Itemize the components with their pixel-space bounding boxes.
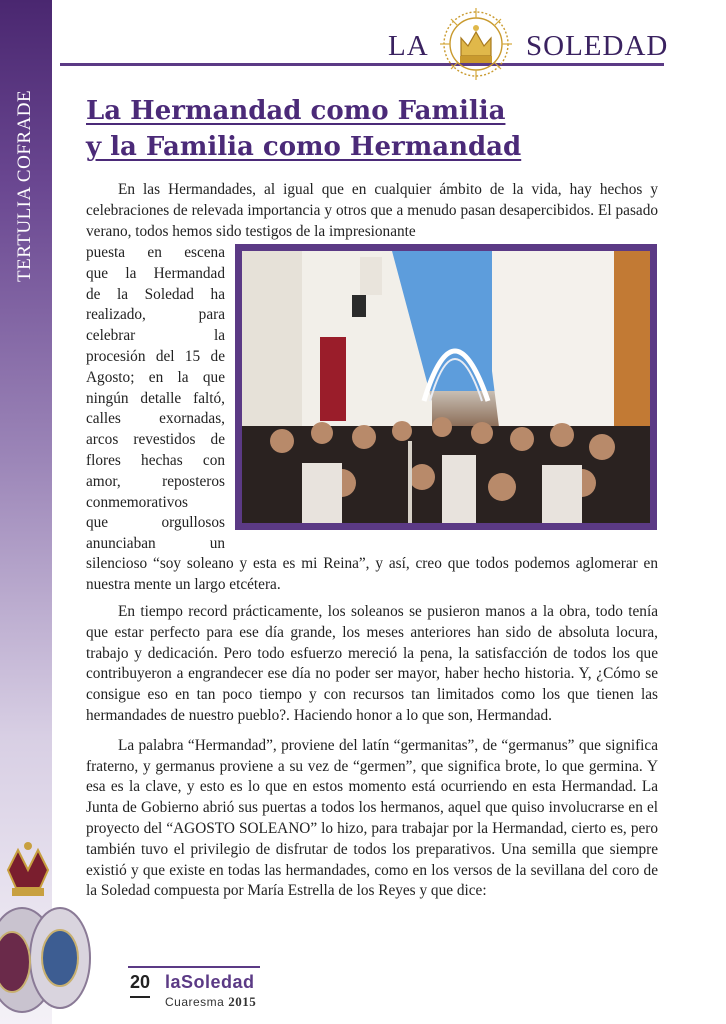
section-label: TERTULIA COFRADE [14,89,35,282]
paragraph-1-intro [86,180,658,242]
wrapped-line: flores hechas con [86,451,225,469]
page-number: 20 [130,972,151,992]
wrapped-line: ningún detalle faltó, [86,389,225,407]
wrapped-line: Agosto; en la que [86,368,225,386]
footer-year: 2015 [228,994,257,1009]
wrapped-line: anunciaban un [86,535,225,553]
wrapped-line: realizado, para [86,306,225,324]
brotherhood-emblem-icon [0,830,100,1020]
paragraph-1-continuation [86,554,658,596]
title-line-1: La Hermandad como Familia [86,96,506,126]
procession-photo [242,251,650,523]
wrapped-line: arcos revestidos de [86,431,225,449]
paragraphs-lower [86,602,658,911]
footer-rule [128,966,260,968]
footer-brand: laSoledad [165,972,255,992]
wrapped-line: que la Hermandad [86,264,225,282]
wrapped-line: conmemorativos [86,493,188,511]
title-line-2: y la Familia como Hermandad [86,132,522,162]
procession-photo-frame [235,244,657,530]
wrapped-line: que orgullosos [86,514,225,532]
footer-issue [165,994,256,1010]
wrapped-line: de la Soledad ha [86,285,225,303]
wrapped-line: celebrar la [86,327,225,345]
header-rule [60,63,664,66]
wrapped-line: procesión del 15 de [86,347,225,365]
paragraph-2: En tiempo record prácticamente, los soleanos se pusieron manos a la obra, todo tenía que estar perfecto para ese día grande, los meses anteriores han sido de absoluta locura, trabajo y dedicación. Pero todo esfuerzo mereció la pena, la satisfacción de todos los que contribuyeron a engrandecer ese día no poder ser mayor, haber hecho historia. Y, ¿Cómo se consigue eso en tan poco tiempo y con recursos tan limitados como los que tienen las hermandades de nuestro pueblo?. Haciendo honor a lo que son, Hermandad. [86,603,658,724]
wrapped-column [86,243,225,555]
paragraph-text: silencioso “soy soleano y esta es mi Reina”, y así, creo que todos podemos aglomerar en nuestra mente un largo etcétera. [86,555,658,593]
wrapped-line: calles exornadas, [86,410,225,428]
header-la: LA [388,30,429,62]
wrapped-line: puesta en escena [86,244,225,261]
paragraph-text: En las Hermandades, al igual que en cualquier ámbito de la vida, hay hechos y celebraciones de relevada importancia y otros que a menudo pasan desapercibidos. El pasado verano, todos hemos sido testigos de la impresionante [86,181,658,240]
page-number-underline [130,996,150,998]
footer-season: Cuaresma [165,995,225,1009]
article-title [86,93,646,165]
header-soledad: SOLEDAD [526,30,669,62]
paragraph-3: La palabra “Hermandad”, proviene del latín “germanitas”, de “germanus” que significa fraterno, y germanus proviene a su vez de “germen”, que significa brote, lo que germina. Y esa es la clave, y esto es lo que en estos momento está ocurriendo en esta Hermandad. La Junta de Gobierno abrió sus puertas a todos los hermanos, aquel que quiso involucrarse en el proyecto del “AGOSTO SOLEANO” lo hizo, para trabajar por la Hermandad, cierto es, pero también tuvo el privilegio de disfrutar de todos los preparativos. Una semilla que siempre existió y que existe en todas las hermandades, como en los versos de la sevillana del coro de la Soledad compuesta por María Estrella de los Reyes y que dice: [86,736,658,900]
crown-halo-logo-icon [431,4,521,84]
wrapped-line: amor, reposteros [86,472,225,490]
